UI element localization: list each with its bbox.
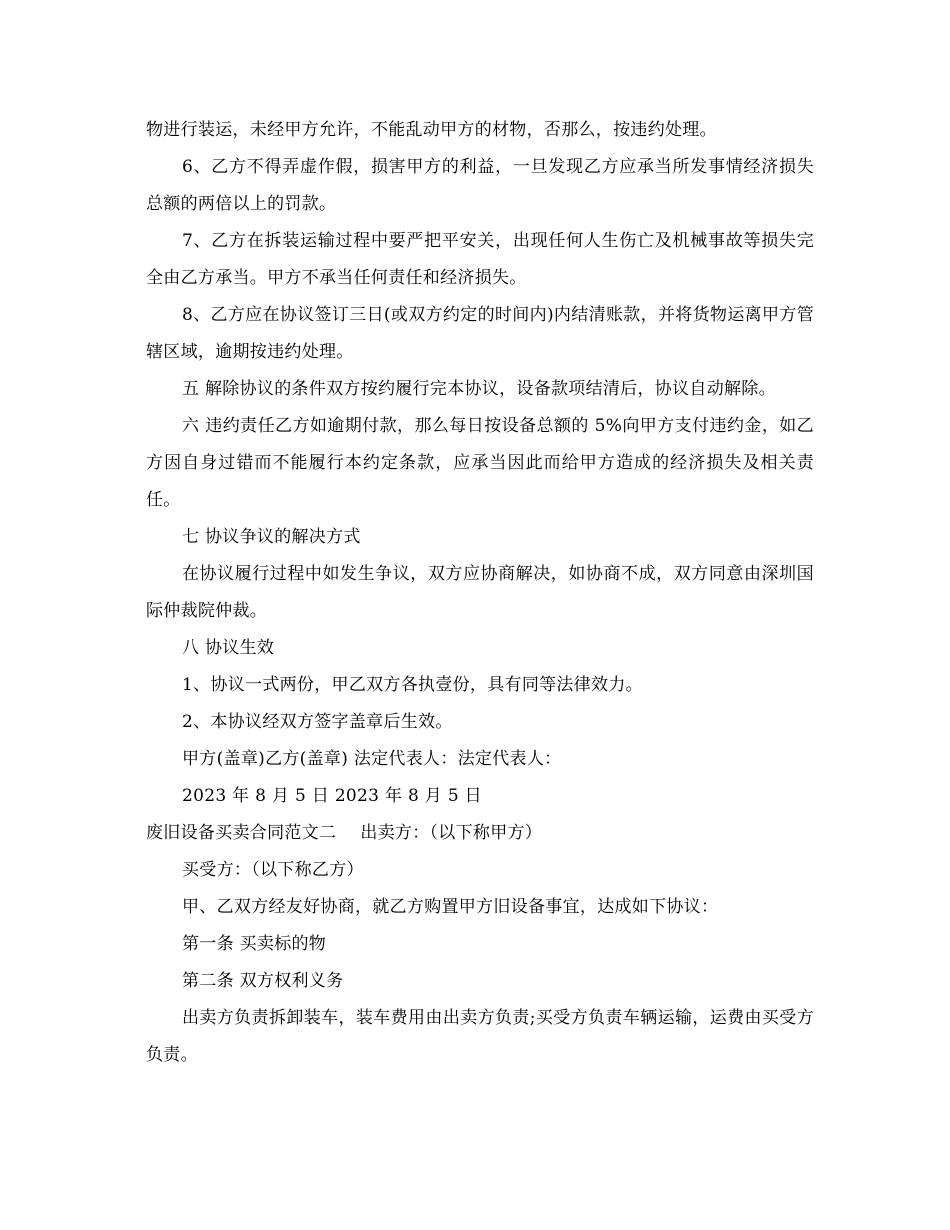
paragraph-continuation: 物进行装运，未经甲方允许，不能乱动甲方的材物，否那么，按违约处理。 xyxy=(146,120,717,140)
document-body xyxy=(146,112,814,1074)
seller-label: 出卖方：（以下称甲方） xyxy=(360,823,543,843)
paragraph-agreement-intro: 甲、乙双方经友好协商，就乙方购置甲方旧设备事宜，达成如下协议： xyxy=(182,897,719,917)
heading-section-8: 八 协议生效 xyxy=(182,638,275,658)
heading-section-7: 七 协议争议的解决方式 xyxy=(182,527,361,547)
paragraph-effect-1: 1、协议一式两份，甲乙双方各执壹份，具有同等法律效力。 xyxy=(182,675,643,695)
buyer-label: 买受方：（以下称乙方） xyxy=(182,860,364,880)
date-line: 2023 年 8 月 5 日 2023 年 8 月 5 日 xyxy=(182,786,482,806)
section-two-header xyxy=(146,815,814,852)
paragraph-effect-2: 2、本协议经双方签字盖章后生效。 xyxy=(182,712,453,732)
section-two-title: 废旧设备买卖合同范文二 xyxy=(146,823,337,843)
paragraph-clause-7: 7、乙方在拆装运输过程中要严把平安关，出现任何人生伤亡及机械事故等损失完全由乙方承当。甲方不承当任何责任和经济损失。 xyxy=(146,231,814,288)
paragraph-section-6: 六 违约责任乙方如逾期付款，那么每日按设备总额的 5%向甲方支付违约金，如乙方因自身过错而不能履行本约定条款，应承当因此而给甲方造成的经济损失及相关责任。 xyxy=(146,416,814,510)
paragraph-dispute-resolution: 在协议履行过程中如发生争议，双方应协商解决，如协商不成，双方同意由深圳国际仲裁院仲裁。 xyxy=(146,564,814,621)
signature-line: 甲方(盖章)乙方(盖章) 法定代表人：法定代表人： xyxy=(182,749,562,769)
heading-article-1: 第一条 买卖标的物 xyxy=(182,934,327,954)
paragraph-loading-transport: 出卖方负责拆卸装车，装车费用由出卖方负责;买受方负责车辆运输，运费由买受方负责。 xyxy=(146,1008,814,1065)
paragraph-clause-6: 6、乙方不得弄虚作假，损害甲方的利益，一旦发现乙方应承当所发事情经济损失总额的两倍以上的罚款。 xyxy=(146,157,814,214)
heading-article-2: 第二条 双方权利义务 xyxy=(182,971,344,991)
paragraph-clause-8: 8、乙方应在协议签订三日(或双方约定的时间内)内结清账款，并将货物运离甲方管辖区域，逾期按违约处理。 xyxy=(146,305,814,362)
paragraph-section-5: 五 解除协议的条件双方按约履行完本协议，设备款项结清后，协议自动解除。 xyxy=(182,379,776,399)
